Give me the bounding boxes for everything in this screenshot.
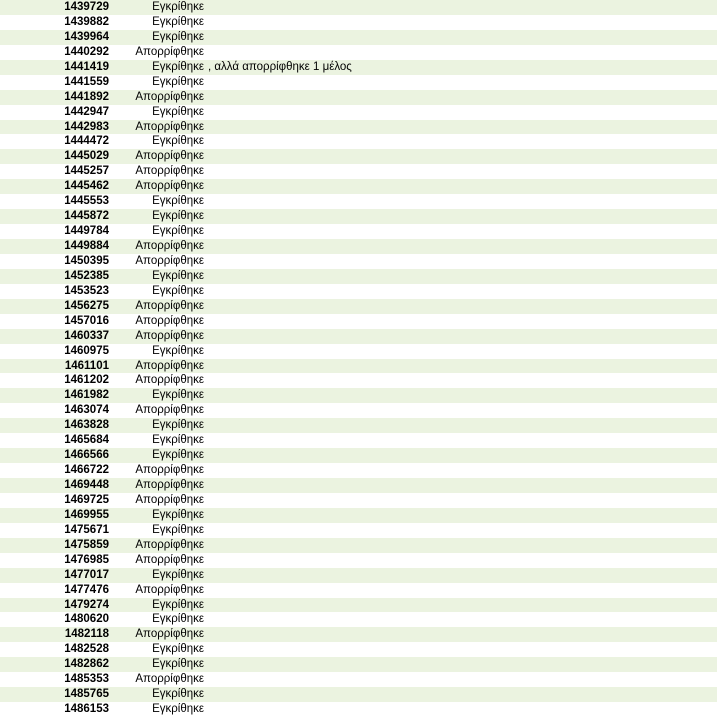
status-cell: Απορρίφθηκε	[135, 314, 204, 327]
status-cell: Εγκρίθηκε	[152, 1, 204, 13]
application-id: 1463828	[64, 419, 109, 432]
status-note: , αλλά απορρίφθηκε 1 μέλος	[208, 60, 352, 73]
table-row	[0, 30, 717, 45]
status-cell: Εγκρίθηκε	[152, 15, 204, 28]
table-row	[0, 493, 717, 508]
table-row	[0, 15, 717, 30]
status-cell: Εγκρίθηκε	[152, 508, 204, 521]
status-cell: Εγκρίθηκε	[152, 225, 204, 238]
application-id: 1441892	[64, 90, 109, 103]
status-cell: Απορρίφθηκε	[135, 254, 204, 267]
table-row	[0, 583, 717, 598]
table-row	[0, 388, 717, 403]
application-id: 1461202	[64, 374, 109, 387]
status-cell: Απορρίφθηκε	[135, 165, 204, 178]
status-cell: Εγκρίθηκε	[152, 284, 204, 297]
status-cell: Εγκρίθηκε	[152, 449, 204, 462]
table-row	[0, 523, 717, 538]
status-cell: Εγκρίθηκε	[152, 419, 204, 432]
status-cell: Απορρίφθηκε	[135, 493, 204, 506]
application-id: 1440292	[64, 45, 109, 58]
status-cell: Εγκρίθηκε	[152, 210, 204, 223]
status-cell: Εγκρίθηκε	[152, 434, 204, 447]
table-row	[0, 344, 717, 359]
application-id: 1463074	[64, 404, 109, 417]
application-id: 1466722	[64, 464, 109, 477]
application-id: 1465684	[64, 434, 109, 447]
table-row	[0, 254, 717, 269]
application-id: 1469725	[64, 493, 109, 506]
status-cell: Απορρίφθηκε	[135, 673, 204, 686]
table-row	[0, 538, 717, 553]
status-cell: Απορρίφθηκε	[135, 120, 204, 133]
table-row	[0, 164, 717, 179]
application-id: 1482862	[64, 658, 109, 671]
application-id: 1469955	[64, 508, 109, 521]
application-id: 1445029	[64, 150, 109, 163]
application-id: 1444472	[64, 135, 109, 148]
status-cell: Εγκρίθηκε	[152, 269, 204, 282]
application-id: 1439882	[64, 15, 109, 28]
application-id: 1442983	[64, 120, 109, 133]
table-row	[0, 299, 717, 314]
table-row	[0, 120, 717, 135]
status-cell: Απορρίφθηκε	[135, 628, 204, 641]
table-row	[0, 612, 717, 627]
status-cell: Εγκρίθηκε	[152, 658, 204, 671]
application-id: 1461982	[64, 389, 109, 402]
application-id: 1482118	[64, 628, 109, 641]
status-cell: Απορρίφθηκε	[135, 359, 204, 372]
table-row	[0, 433, 717, 448]
table-row	[0, 314, 717, 329]
application-id: 1486153	[64, 703, 109, 716]
application-id: 1453523	[64, 284, 109, 297]
application-id: 1485353	[64, 673, 109, 686]
status-cell: Απορρίφθηκε	[135, 299, 204, 312]
table-row	[0, 568, 717, 583]
table-row	[0, 418, 717, 433]
table-row	[0, 657, 717, 672]
application-id: 1477476	[64, 583, 109, 596]
application-id: 1460975	[64, 344, 109, 357]
status-cell: Εγκρίθηκε	[152, 344, 204, 357]
status-cell: Εγκρίθηκε	[152, 60, 204, 73]
table-row	[0, 269, 717, 284]
application-id: 1439964	[64, 30, 109, 43]
status-cell: Εγκρίθηκε	[152, 598, 204, 611]
status-cell: Εγκρίθηκε	[152, 568, 204, 581]
application-id: 1457016	[64, 314, 109, 327]
application-id: 1475859	[64, 538, 109, 551]
application-id: 1449884	[64, 240, 109, 252]
table-row	[0, 598, 717, 613]
application-id: 1485765	[64, 688, 109, 701]
table-row	[0, 553, 717, 568]
status-cell: Εγκρίθηκε	[152, 389, 204, 402]
table-row	[0, 478, 717, 493]
application-id: 1445257	[64, 165, 109, 178]
application-id: 1461101	[64, 359, 109, 372]
status-cell: Απορρίφθηκε	[135, 180, 204, 193]
table-row	[0, 284, 717, 299]
table-row	[0, 60, 717, 75]
table-row	[0, 373, 717, 388]
table-row	[0, 359, 717, 374]
table-row	[0, 329, 717, 344]
table-row	[0, 463, 717, 478]
table-row	[0, 642, 717, 657]
status-cell: Εγκρίθηκε	[152, 75, 204, 88]
status-cell: Εγκρίθηκε	[152, 703, 204, 716]
status-cell: Εγκρίθηκε	[152, 195, 204, 208]
table-row	[0, 0, 717, 15]
table-row	[0, 224, 717, 239]
table-row	[0, 687, 717, 702]
table-row	[0, 702, 717, 717]
table-row	[0, 149, 717, 164]
status-cell: Απορρίφθηκε	[135, 374, 204, 387]
table-row	[0, 508, 717, 523]
application-id: 1442947	[64, 105, 109, 118]
table-row	[0, 672, 717, 687]
application-id: 1460337	[64, 329, 109, 342]
application-id: 1456275	[64, 299, 109, 312]
table-row	[0, 90, 717, 105]
application-id: 1466566	[64, 449, 109, 462]
table-row	[0, 179, 717, 194]
status-cell: Εγκρίθηκε	[152, 30, 204, 43]
table-row	[0, 239, 717, 254]
application-id: 1445462	[64, 180, 109, 193]
application-id: 1476985	[64, 553, 109, 566]
status-cell: Απορρίφθηκε	[135, 150, 204, 163]
application-id: 1439729	[64, 1, 109, 13]
table-row	[0, 75, 717, 90]
application-id: 1452385	[64, 269, 109, 282]
application-id: 1450395	[64, 254, 109, 267]
status-cell: Απορρίφθηκε	[135, 329, 204, 342]
status-cell: Απορρίφθηκε	[135, 479, 204, 491]
application-id: 1475671	[64, 523, 109, 536]
status-cell: Απορρίφθηκε	[135, 90, 204, 103]
application-id: 1445872	[64, 210, 109, 223]
status-cell: Απορρίφθηκε	[135, 404, 204, 417]
status-cell: Εγκρίθηκε	[152, 688, 204, 701]
status-cell: Απορρίφθηκε	[135, 464, 204, 477]
status-cell: Εγκρίθηκε	[152, 135, 204, 148]
status-cell: Εγκρίθηκε	[152, 613, 204, 626]
status-cell: Εγκρίθηκε	[152, 523, 204, 536]
table-row	[0, 403, 717, 418]
status-cell: Εγκρίθηκε	[152, 105, 204, 118]
table-row	[0, 105, 717, 120]
status-cell: Απορρίφθηκε	[135, 553, 204, 566]
application-id: 1479274	[64, 598, 109, 611]
application-id: 1441419	[64, 60, 109, 73]
table-row	[0, 209, 717, 224]
application-id: 1441559	[64, 75, 109, 88]
application-id: 1469448	[64, 479, 109, 491]
status-cell: Απορρίφθηκε	[135, 45, 204, 58]
application-id: 1480620	[64, 613, 109, 626]
status-cell: Απορρίφθηκε	[135, 538, 204, 551]
table-row	[0, 448, 717, 463]
table-row	[0, 627, 717, 642]
status-cell: Απορρίφθηκε	[135, 583, 204, 596]
application-id: 1449784	[64, 225, 109, 238]
status-cell: Απορρίφθηκε	[135, 240, 204, 252]
status-cell: Εγκρίθηκε	[152, 643, 204, 656]
table-row	[0, 45, 717, 60]
application-id: 1482528	[64, 643, 109, 656]
table-row	[0, 134, 717, 149]
application-id: 1477017	[64, 568, 109, 581]
table-row	[0, 194, 717, 209]
application-id: 1445553	[64, 195, 109, 208]
